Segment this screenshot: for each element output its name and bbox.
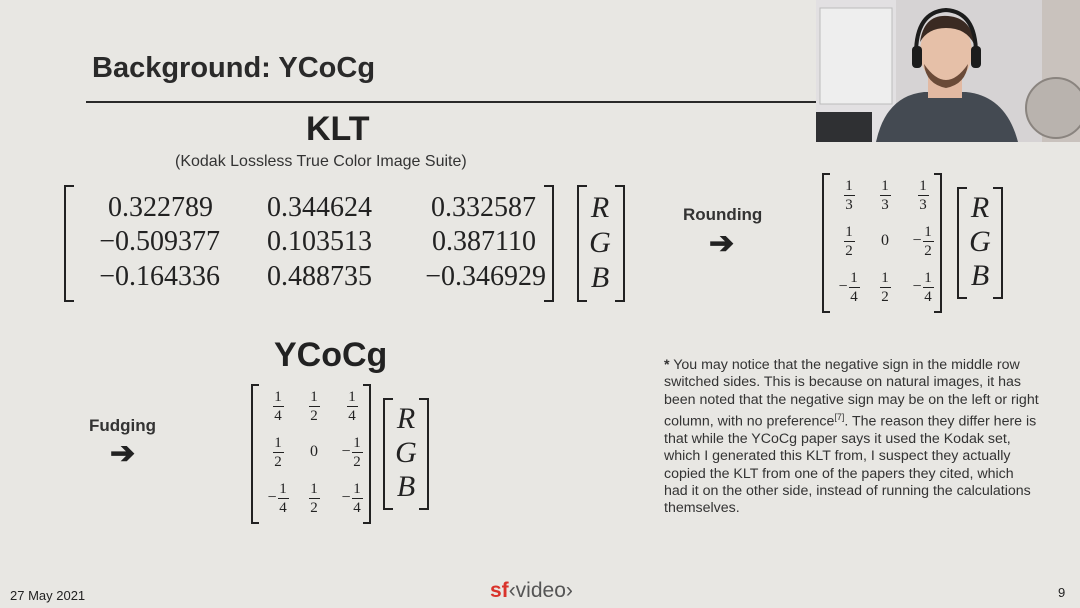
fraction xyxy=(923,270,934,305)
fraction-cell xyxy=(906,177,940,213)
vector-b: B xyxy=(590,261,610,294)
numerator: 1 xyxy=(310,388,318,405)
denominator: 3 xyxy=(845,196,853,213)
vector-g: G xyxy=(969,225,991,258)
fraction xyxy=(918,178,929,213)
minus-sign: − xyxy=(267,489,277,506)
numerator: 1 xyxy=(348,388,356,405)
vector-g: G xyxy=(589,226,611,259)
fraction-cell xyxy=(335,434,369,470)
logo-sf: sf xyxy=(490,579,509,602)
matrix-left-bracket xyxy=(822,173,830,313)
vector-r: R xyxy=(590,191,610,224)
fraction-cell xyxy=(868,223,902,259)
fraction-cell xyxy=(297,434,331,470)
klt-matrix xyxy=(64,185,564,302)
fraction xyxy=(309,389,320,424)
numerator: 1 xyxy=(845,223,853,240)
rounding-matrix xyxy=(822,173,946,313)
fraction-cell xyxy=(832,269,866,305)
fraction-bar xyxy=(880,287,891,288)
minus-sign: − xyxy=(838,278,848,295)
vector-right-bracket xyxy=(615,185,625,302)
fraction-cell xyxy=(297,480,331,516)
fudging-label: Fudging xyxy=(89,416,157,435)
matrix-cell: −0.509377 xyxy=(99,226,220,257)
matrix-cell: −0.164336 xyxy=(99,261,220,292)
denominator: 4 xyxy=(924,288,932,305)
footnote-body-end: . The reason they differ here is that while the YCoCg paper says it used the Kodak set, which I generated this KLT from, I suspect they actually copied the KLT from one of the papers they cited, which had it on the other side, instead of running the calculations themselves. xyxy=(664,413,1037,517)
matrix-cell: 0.332587 xyxy=(431,192,536,223)
fraction-cell xyxy=(906,269,940,305)
fraction-cell xyxy=(906,223,940,259)
matrix-cell: 0.344624 xyxy=(267,192,372,223)
citation-ref: [7] xyxy=(834,411,845,422)
fraction-cell xyxy=(832,177,866,213)
rounding-rgb-vector xyxy=(957,187,1007,299)
numerator: 1 xyxy=(274,388,282,405)
matrix-cell: 0.387110 xyxy=(432,226,536,257)
denominator: 2 xyxy=(924,242,932,259)
ycocg-matrix xyxy=(251,384,375,524)
denominator: 4 xyxy=(850,288,858,305)
fraction-bar xyxy=(844,195,855,196)
denominator: 3 xyxy=(919,196,927,213)
fraction-bar xyxy=(849,287,860,288)
fraction xyxy=(352,435,363,470)
fraction-cell xyxy=(335,388,369,424)
fraction xyxy=(844,178,855,213)
sfvideo-logo xyxy=(490,579,573,603)
arrow-right-icon: ➔ xyxy=(709,227,735,260)
fraction-bar xyxy=(352,452,363,453)
denominator: 2 xyxy=(881,288,889,305)
vector-r: R xyxy=(396,402,416,435)
fraction-cell xyxy=(335,480,369,516)
denominator: 2 xyxy=(310,499,318,516)
klt-heading: KLT xyxy=(306,110,370,148)
fraction xyxy=(352,481,363,516)
fraction xyxy=(880,178,891,213)
matrix-cell: 0.322789 xyxy=(108,192,213,223)
vector-b: B xyxy=(396,470,416,503)
minus-sign: − xyxy=(912,232,922,249)
vector-g: G xyxy=(395,436,417,469)
slide-date: 27 May 2021 xyxy=(10,588,86,603)
fraction xyxy=(278,481,289,516)
matrix-cell: 0.488735 xyxy=(267,261,372,292)
fraction-cell xyxy=(832,223,866,259)
fraction-cell xyxy=(868,177,902,213)
minus-sign: − xyxy=(341,489,351,506)
title-divider xyxy=(86,101,816,103)
fraction xyxy=(880,270,891,305)
arrow-right-icon: ➔ xyxy=(110,437,136,470)
denominator: 3 xyxy=(881,196,889,213)
fraction-cell xyxy=(868,269,902,305)
numerator: 1 xyxy=(279,480,287,497)
matrix-cell: −0.346929 xyxy=(425,261,546,292)
fraction-bar xyxy=(273,452,284,453)
zero-value: 0 xyxy=(310,443,318,460)
denominator: 2 xyxy=(274,453,282,470)
footnote-body: You may notice that the negative sign in the middle row switched sides. This is because on natural images, it has been noted that the negative sign may be on the left or right column, with no preference xyxy=(664,357,1039,430)
fraction-bar xyxy=(880,195,891,196)
fraction-cell xyxy=(261,434,295,470)
numerator: 1 xyxy=(924,223,932,240)
fraction xyxy=(273,389,284,424)
fraction-bar xyxy=(352,498,363,499)
presenter-video-icon xyxy=(816,0,1080,142)
fraction xyxy=(347,389,358,424)
denominator: 2 xyxy=(310,407,318,424)
fraction-cell xyxy=(297,388,331,424)
fraction xyxy=(923,224,934,259)
denominator: 4 xyxy=(348,407,356,424)
fraction-bar xyxy=(278,498,289,499)
zero-value: 0 xyxy=(881,232,889,249)
fraction-bar xyxy=(923,241,934,242)
fraction-bar xyxy=(273,406,284,407)
logo-video: ‹video› xyxy=(508,579,573,602)
numerator: 1 xyxy=(881,177,889,194)
matrix-left-bracket xyxy=(251,384,259,524)
fraction-cell xyxy=(261,388,295,424)
numerator: 1 xyxy=(310,480,318,497)
numerator: 1 xyxy=(845,177,853,194)
minus-sign: − xyxy=(341,443,351,460)
denominator: 4 xyxy=(353,499,361,516)
denominator: 2 xyxy=(353,453,361,470)
footnote-star: * xyxy=(664,357,670,373)
vector-r: R xyxy=(970,191,990,224)
page-number: 9 xyxy=(1058,585,1066,600)
vector-b: B xyxy=(970,259,990,292)
numerator: 1 xyxy=(881,269,889,286)
ycocg-heading: YCoCg xyxy=(274,336,388,374)
fraction-cell xyxy=(261,480,295,516)
fraction-bar xyxy=(309,406,320,407)
numerator: 1 xyxy=(924,269,932,286)
webcam-video xyxy=(816,0,1080,142)
rounding-label: Rounding xyxy=(683,205,763,224)
fraction xyxy=(309,481,320,516)
numerator: 1 xyxy=(353,480,361,497)
fraction-bar xyxy=(309,498,320,499)
fraction-bar xyxy=(347,406,358,407)
numerator: 1 xyxy=(850,269,858,286)
slide-title: Background: YCoCg xyxy=(92,52,376,84)
numerator: 1 xyxy=(919,177,927,194)
fraction xyxy=(844,224,855,259)
footnote-text xyxy=(664,357,1039,517)
fraction-bar xyxy=(844,241,855,242)
matrix-cell: 0.103513 xyxy=(267,226,372,257)
klt-subtitle: (Kodak Lossless True Color Image Suite) xyxy=(175,153,467,170)
denominator: 4 xyxy=(274,407,282,424)
ycocg-rgb-vector xyxy=(383,398,433,510)
fraction xyxy=(849,270,860,305)
denominator: 2 xyxy=(845,242,853,259)
denominator: 4 xyxy=(279,499,287,516)
fraction-bar xyxy=(918,195,929,196)
fraction-bar xyxy=(923,287,934,288)
minus-sign: − xyxy=(912,278,922,295)
klt-rgb-vector xyxy=(577,185,627,302)
numerator: 1 xyxy=(274,434,282,451)
numerator: 1 xyxy=(353,434,361,451)
fraction xyxy=(273,435,284,470)
